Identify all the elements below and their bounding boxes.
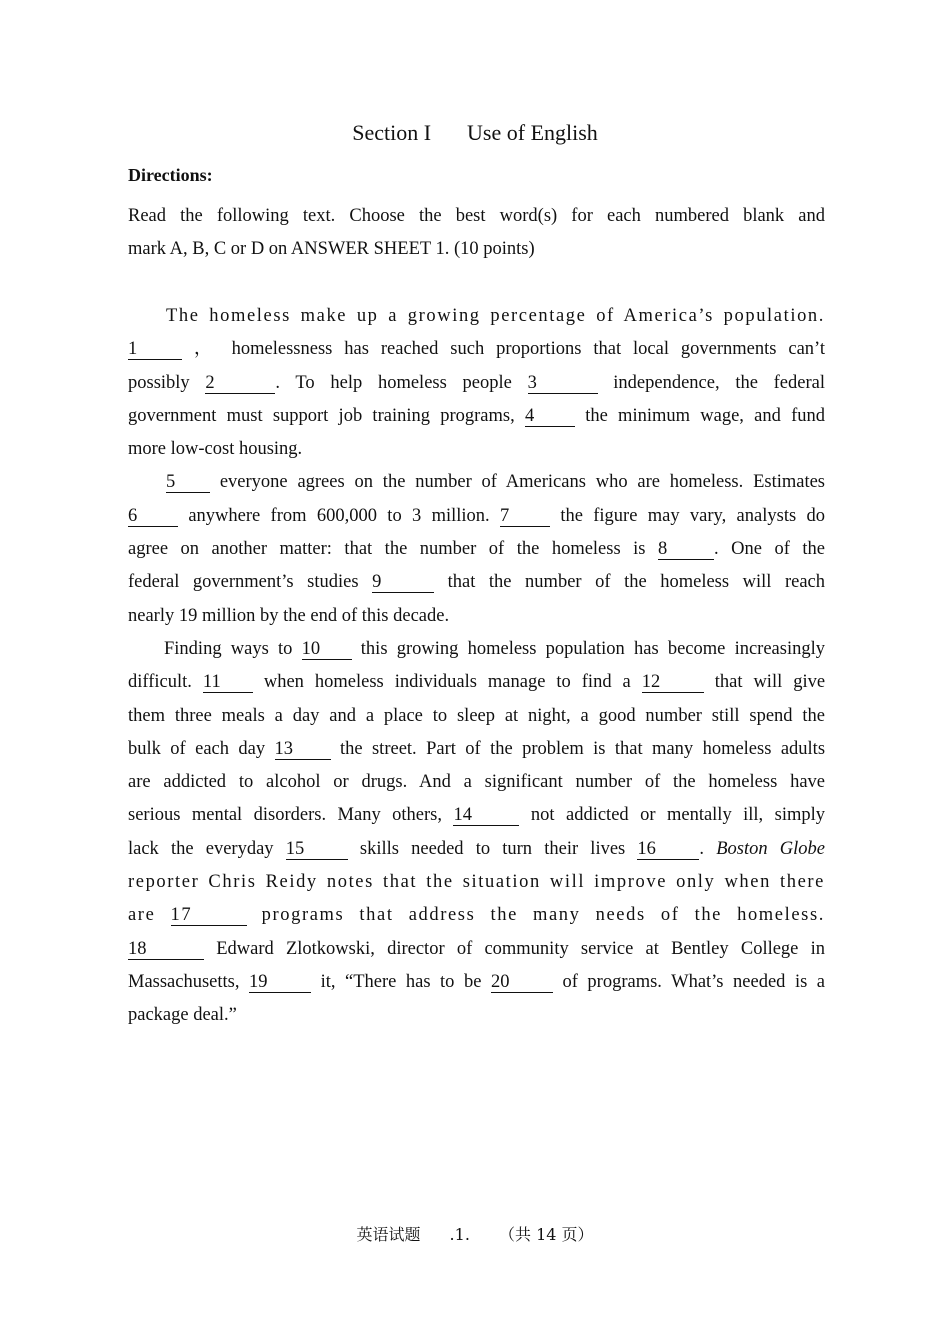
- directions-line: Read the following text. Choose the best word(s) for each numbered blank and: [128, 206, 825, 226]
- cloze-passage: [128, 300, 825, 1033]
- passage-line: Finding ways to 10 this growing homeless population has become increasingly: [164, 638, 825, 659]
- passage-line: reporter Chris Reidy notes that the situation will improve only when there: [128, 872, 825, 893]
- passage-line: federal government’s studies 9 that the number of the homeless will reach: [128, 572, 825, 593]
- blank-15[interactable]: 15: [286, 839, 348, 860]
- passage-line: are addicted to alcohol or drugs. And a significant number of the homeless have: [128, 772, 825, 793]
- passage-line: them three meals a day and a place to sleep at night, a good number still spend the: [128, 705, 825, 726]
- blank-13[interactable]: 13: [275, 739, 331, 760]
- passage-line: bulk of each day 13 the street. Part of the problem is that many homeless adults: [128, 738, 826, 759]
- passage-line: are 17 programs that address the many needs of the homeless.: [128, 905, 825, 926]
- blank-2[interactable]: 2: [205, 373, 275, 394]
- blank-1[interactable]: 1: [128, 339, 182, 360]
- page-footer: [0, 1222, 950, 1245]
- footer-subject: 英语试题: [356, 1225, 421, 1244]
- blank-4[interactable]: 4: [525, 406, 575, 427]
- blank-18[interactable]: 18: [128, 939, 204, 960]
- passage-line: Massachusetts, 19 it, “There has to be 20 of programs. What’s needed is a: [128, 971, 826, 992]
- blank-10[interactable]: 10: [302, 639, 352, 660]
- passage-line: serious mental disorders. Many others, 14 not addicted or mentally ill, simply: [128, 805, 826, 826]
- passage-line: 6 anywhere from 600,000 to 3 million. 7 the figure may vary, analysts do: [128, 505, 825, 526]
- blank-17[interactable]: 17: [171, 905, 247, 926]
- passage-line: 1 ， homelessness has reached such proportions that local governments can’t: [128, 339, 825, 360]
- page-title: [0, 120, 950, 146]
- passage-line: more low-cost housing.: [128, 439, 303, 460]
- passage-line: lack the everyday 15 skills needed to turn their lives 16 . Boston Globe: [128, 838, 825, 859]
- directions-label: Directions:: [128, 165, 213, 185]
- blank-16[interactable]: 16: [637, 839, 699, 860]
- blank-12[interactable]: 12: [642, 672, 704, 693]
- section-title: Use of English: [467, 120, 598, 145]
- footer-page-number: .1.: [449, 1225, 470, 1244]
- footer-total-pages: （共 14 页）: [499, 1225, 594, 1244]
- blank-6[interactable]: 6: [128, 506, 178, 527]
- blank-5[interactable]: 5: [166, 472, 210, 493]
- directions-line: mark A, B, C or D on ANSWER SHEET 1. (10 points): [128, 239, 535, 260]
- passage-line: package deal.”: [128, 1005, 237, 1026]
- directions-text: [128, 200, 825, 267]
- blank-20[interactable]: 20: [491, 972, 553, 993]
- publication-name: Boston Globe: [716, 838, 825, 859]
- passage-line: government must support job training programs, 4 the minimum wage, and fund: [128, 405, 826, 426]
- passage-line: difficult. 11 when homeless individuals manage to find a 12 that will give: [128, 672, 826, 693]
- blank-11[interactable]: 11: [203, 672, 253, 693]
- blank-19[interactable]: 19: [249, 972, 311, 993]
- passage-line: agree on another matter: that the number of the homeless is 8 . One of the: [128, 539, 826, 560]
- blank-8[interactable]: 8: [658, 539, 714, 560]
- blank-3[interactable]: 3: [528, 373, 598, 394]
- passage-line: 18 Edward Zlotkowski, director of community service at Bentley College in: [128, 938, 825, 959]
- blank-14[interactable]: 14: [453, 805, 519, 826]
- blank-9[interactable]: 9: [372, 572, 434, 593]
- section-label: Section I: [352, 120, 432, 145]
- passage-line: The homeless make up a growing percentage of America’s population.: [166, 306, 825, 326]
- passage-line: 5 everyone agrees on the number of Americans who are homeless. Estimates: [166, 472, 826, 493]
- passage-line: nearly 19 million by the end of this decade.: [128, 605, 450, 626]
- passage-line: possibly 2 . To help homeless people 3 independence, the federal: [128, 372, 825, 393]
- blank-7[interactable]: 7: [500, 506, 550, 527]
